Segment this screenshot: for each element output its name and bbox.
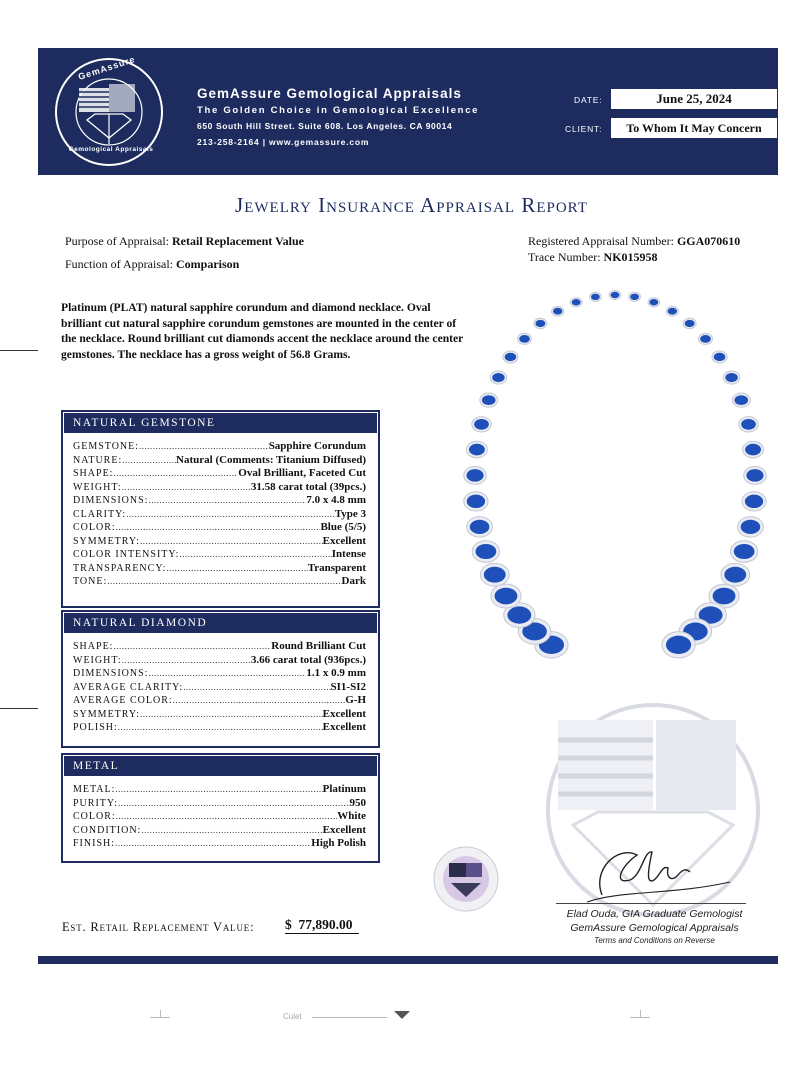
- spec-label: CONDITION:: [73, 824, 142, 836]
- appraiser-company: GemAssure Gemological Appraisals: [570, 922, 739, 934]
- spec-value: Blue (5/5): [320, 521, 366, 533]
- sapphire-stone: [505, 353, 517, 361]
- spec-value: Intense: [331, 548, 366, 560]
- sapphire-stone: [649, 299, 658, 305]
- amount-value: 77,890.00: [298, 917, 353, 932]
- registered-number-label: Registered Appraisal Number:: [528, 234, 674, 248]
- spec-label: FINISH:: [73, 838, 116, 849]
- natural-diamond-rows: [63, 634, 378, 741]
- report-title: Jewelry Insurance Appraisal Report: [235, 193, 588, 217]
- sapphire-stone: [734, 395, 748, 405]
- spec-label: DIMENSIONS:: [73, 668, 149, 679]
- spec-value: Excellent: [322, 721, 366, 733]
- diamond-row: [73, 654, 366, 668]
- leader-dots: [122, 481, 251, 495]
- spec-label: METAL:: [73, 784, 116, 795]
- signature-image: [582, 840, 732, 910]
- spec-label: SYMMETRY:: [73, 708, 140, 720]
- spec-value: Sapphire Corundum: [268, 440, 366, 452]
- terms-note: Terms and Conditions on Reverse: [594, 936, 715, 945]
- function-label: Function of Appraisal:: [65, 257, 173, 271]
- spec-label: COLOR:: [73, 522, 116, 533]
- sapphire-stone: [725, 373, 737, 382]
- currency-symbol: $: [285, 917, 292, 932]
- leader-dots: [140, 535, 323, 549]
- est-value-label: Est. Retail Replacement Value:: [62, 920, 255, 934]
- sapphire-stone: [741, 419, 756, 430]
- metal-row: [73, 797, 366, 811]
- sapphire-stone: [507, 606, 531, 623]
- company-tagline: The Golden Choice in Gemological Excellence: [197, 105, 480, 116]
- spec-label: DIMENSIONS:: [73, 495, 149, 506]
- leader-dots: [126, 508, 335, 522]
- leader-dots: [140, 708, 323, 722]
- company-contact: 213-258-2164 | www.gemassure.com: [197, 137, 370, 147]
- company-address: 650 South Hill Street. Suite 608. Los Angeles. CA 90014: [197, 121, 453, 131]
- sapphire-stone: [713, 588, 736, 605]
- gemstone-row: [73, 454, 366, 468]
- gemstone-row: [73, 562, 366, 576]
- item-description: Platinum (PLAT) natural sapphire corundum and diamond necklace. Oval brilliant cut natural sapphire corundum gemstones are mounted in the center of the necklace. Round brilliant cut diamonds accent the necklace around the center gemstones. The necklace has a gross weight of 56.8 Grams.: [61, 301, 464, 361]
- leader-dots: [148, 494, 306, 508]
- gemstone-row: [73, 535, 366, 549]
- function-value: Comparison: [176, 257, 240, 271]
- registered-number-value: GGA070610: [676, 234, 741, 248]
- metal-heading: METAL: [64, 756, 377, 776]
- appraiser-name: Elad Ouda, GIA Graduate Gemologist: [566, 908, 743, 920]
- company-seal-logo: [55, 54, 163, 166]
- spec-value: Oval Brilliant, Faceted Cut: [238, 467, 366, 479]
- leader-dots: [183, 681, 330, 695]
- sapphire-stone: [700, 335, 711, 343]
- seal-top-text: GemAssure: [76, 54, 137, 82]
- spec-value: Platinum: [322, 783, 366, 795]
- sapphire-stone: [685, 320, 695, 327]
- spec-value: G-H: [345, 694, 366, 706]
- date-value: June 25, 2024: [611, 89, 777, 109]
- sapphire-stone: [746, 469, 763, 481]
- natural-gemstone-heading: NATURAL GEMSTONE: [64, 413, 377, 433]
- leader-dots: [115, 783, 322, 797]
- spec-label: POLISH:: [73, 722, 118, 733]
- purpose-line: [65, 234, 304, 249]
- leader-dots: [139, 440, 269, 454]
- sapphire-stone: [668, 308, 677, 315]
- spec-value: Type 3: [334, 507, 366, 520]
- spec-value: Transparent: [307, 561, 366, 574]
- spec-value: Round Brilliant Cut: [271, 640, 366, 652]
- leader-dots: [113, 467, 238, 481]
- sapphire-stone: [467, 495, 485, 508]
- sapphire-stone: [519, 335, 530, 343]
- spec-label: SYMMETRY:: [73, 535, 140, 547]
- metal-row: [73, 824, 366, 838]
- diamond-row: [73, 694, 366, 708]
- spec-value: White: [337, 810, 366, 822]
- purpose-label: Purpose of Appraisal:: [65, 234, 169, 248]
- leader-dots: [166, 562, 307, 576]
- metal-row: [73, 837, 366, 851]
- spec-label: WEIGHT:: [73, 481, 122, 493]
- sapphire-stone: [724, 567, 746, 583]
- culet-line: [312, 1017, 387, 1018]
- sapphire-stone: [535, 320, 545, 327]
- spec-label: AVERAGE CLARITY:: [73, 681, 184, 693]
- diamond-row: [73, 640, 366, 654]
- sapphire-stone: [484, 567, 506, 583]
- trace-number-line: [528, 250, 658, 265]
- culet-label: Culet: [283, 1012, 302, 1021]
- margin-mark: [0, 708, 38, 709]
- sapphire-stone: [714, 353, 726, 361]
- diamond-row: [73, 721, 366, 735]
- spec-label: PURITY:: [73, 797, 118, 809]
- sapphire-stone: [666, 636, 691, 654]
- spec-label: COLOR:: [73, 811, 116, 822]
- spec-value: Excellent: [322, 534, 366, 547]
- sapphire-stone: [469, 444, 485, 456]
- crop-mark: [160, 1010, 161, 1018]
- spec-value: Dark: [341, 575, 366, 587]
- leader-dots: [148, 667, 306, 681]
- spec-label: GEMSTONE:: [73, 441, 140, 452]
- spec-label: SHAPE:: [73, 468, 114, 479]
- diamond-row: [73, 681, 366, 695]
- client-label: CLIENT:: [565, 124, 603, 134]
- natural-diamond-table: [61, 610, 380, 748]
- purpose-value: Retail Replacement Value: [172, 234, 304, 248]
- seal-bottom-text: Gemological Appraisals: [68, 146, 154, 153]
- sapphire-stone: [591, 294, 600, 300]
- spec-value: 950: [349, 796, 366, 809]
- gemstone-row: [73, 467, 366, 481]
- spec-value: Excellent: [322, 823, 366, 836]
- sapphire-stone: [734, 544, 755, 559]
- gemstone-row: [73, 481, 366, 495]
- leader-dots: [116, 521, 321, 535]
- gemstone-row: [73, 548, 366, 562]
- diamond-row: [73, 667, 366, 681]
- function-line: [65, 257, 239, 272]
- spec-label: TRANSPARENCY:: [73, 562, 167, 574]
- sapphire-stone: [741, 520, 761, 534]
- spec-value: 31.58 carat total (39pcs.): [250, 480, 366, 493]
- sapphire-stone: [482, 395, 496, 405]
- leader-dots: [122, 654, 251, 668]
- leader-dots: [118, 797, 350, 811]
- leader-dots: [115, 837, 311, 851]
- client-value: To Whom It May Concern: [611, 118, 777, 138]
- spec-label: AVERAGE COLOR:: [73, 695, 173, 706]
- spec-label: NATURE:: [73, 454, 123, 466]
- sapphire-stone: [492, 373, 504, 382]
- company-name: GemAssure Gemological Appraisals: [197, 86, 462, 101]
- date-label: DATE:: [574, 95, 603, 105]
- hologram-seal-icon: [427, 845, 505, 913]
- metal-rows: [63, 777, 378, 857]
- sapphire-stone: [495, 588, 518, 605]
- spec-value: Excellent: [322, 707, 366, 720]
- metal-row: [73, 810, 366, 824]
- leader-dots: [179, 548, 331, 562]
- leader-dots: [116, 810, 338, 824]
- gemstone-row: [73, 440, 366, 454]
- sapphire-stone: [611, 292, 620, 298]
- registered-number-line: [528, 234, 740, 249]
- sapphire-stone: [745, 444, 761, 456]
- spec-label: TONE:: [73, 576, 108, 587]
- spec-label: COLOR INTENSITY:: [73, 549, 180, 560]
- gemstone-row: [73, 575, 366, 589]
- spec-label: SHAPE:: [73, 641, 114, 652]
- est-value-amount: [285, 917, 359, 934]
- sapphire-stone: [745, 495, 763, 508]
- spec-value: SI1-SI2: [330, 680, 366, 693]
- signature-line: [556, 903, 746, 904]
- spec-value: Natural (Comments: Titanium Diffused): [176, 453, 366, 466]
- leader-dots: [141, 824, 322, 838]
- leader-dots: [113, 640, 271, 654]
- footer-bar: [38, 956, 778, 964]
- leader-dots: [122, 454, 176, 468]
- natural-gemstone-rows: [63, 434, 378, 595]
- leader-dots: [107, 575, 341, 589]
- spec-value: 3.66 carat total (936pcs.): [250, 653, 366, 666]
- gemstone-row: [73, 494, 366, 508]
- leader-dots: [173, 694, 346, 708]
- crop-mark: [640, 1010, 641, 1018]
- trace-number-label: Trace Number:: [528, 250, 601, 264]
- necklace-photo: [455, 270, 785, 710]
- spec-value: High Polish: [311, 837, 366, 849]
- trace-number-value: NK015958: [603, 250, 658, 264]
- spec-value: 7.0 x 4.8 mm: [306, 494, 366, 506]
- metal-row: [73, 783, 366, 797]
- leader-dots: [118, 721, 323, 735]
- gemstone-row: [73, 508, 366, 522]
- natural-gemstone-table: [61, 410, 380, 608]
- sapphire-stone: [470, 520, 490, 534]
- natural-diamond-heading: NATURAL DIAMOND: [64, 613, 377, 633]
- spec-label: WEIGHT:: [73, 654, 122, 666]
- sapphire-stone: [553, 308, 562, 315]
- culet-arrow-icon: [394, 1011, 410, 1019]
- sapphire-stone: [474, 419, 489, 430]
- gemstone-row: [73, 521, 366, 535]
- spec-value: 1.1 x 0.9 mm: [306, 667, 366, 679]
- sapphire-stone: [630, 294, 639, 300]
- sapphire-stone: [572, 299, 581, 305]
- margin-mark: [0, 350, 38, 351]
- metal-table: [61, 753, 380, 863]
- diamond-row: [73, 708, 366, 722]
- spec-label: CLARITY:: [73, 508, 127, 520]
- sapphire-stone: [466, 469, 483, 481]
- sapphire-stone: [475, 544, 496, 559]
